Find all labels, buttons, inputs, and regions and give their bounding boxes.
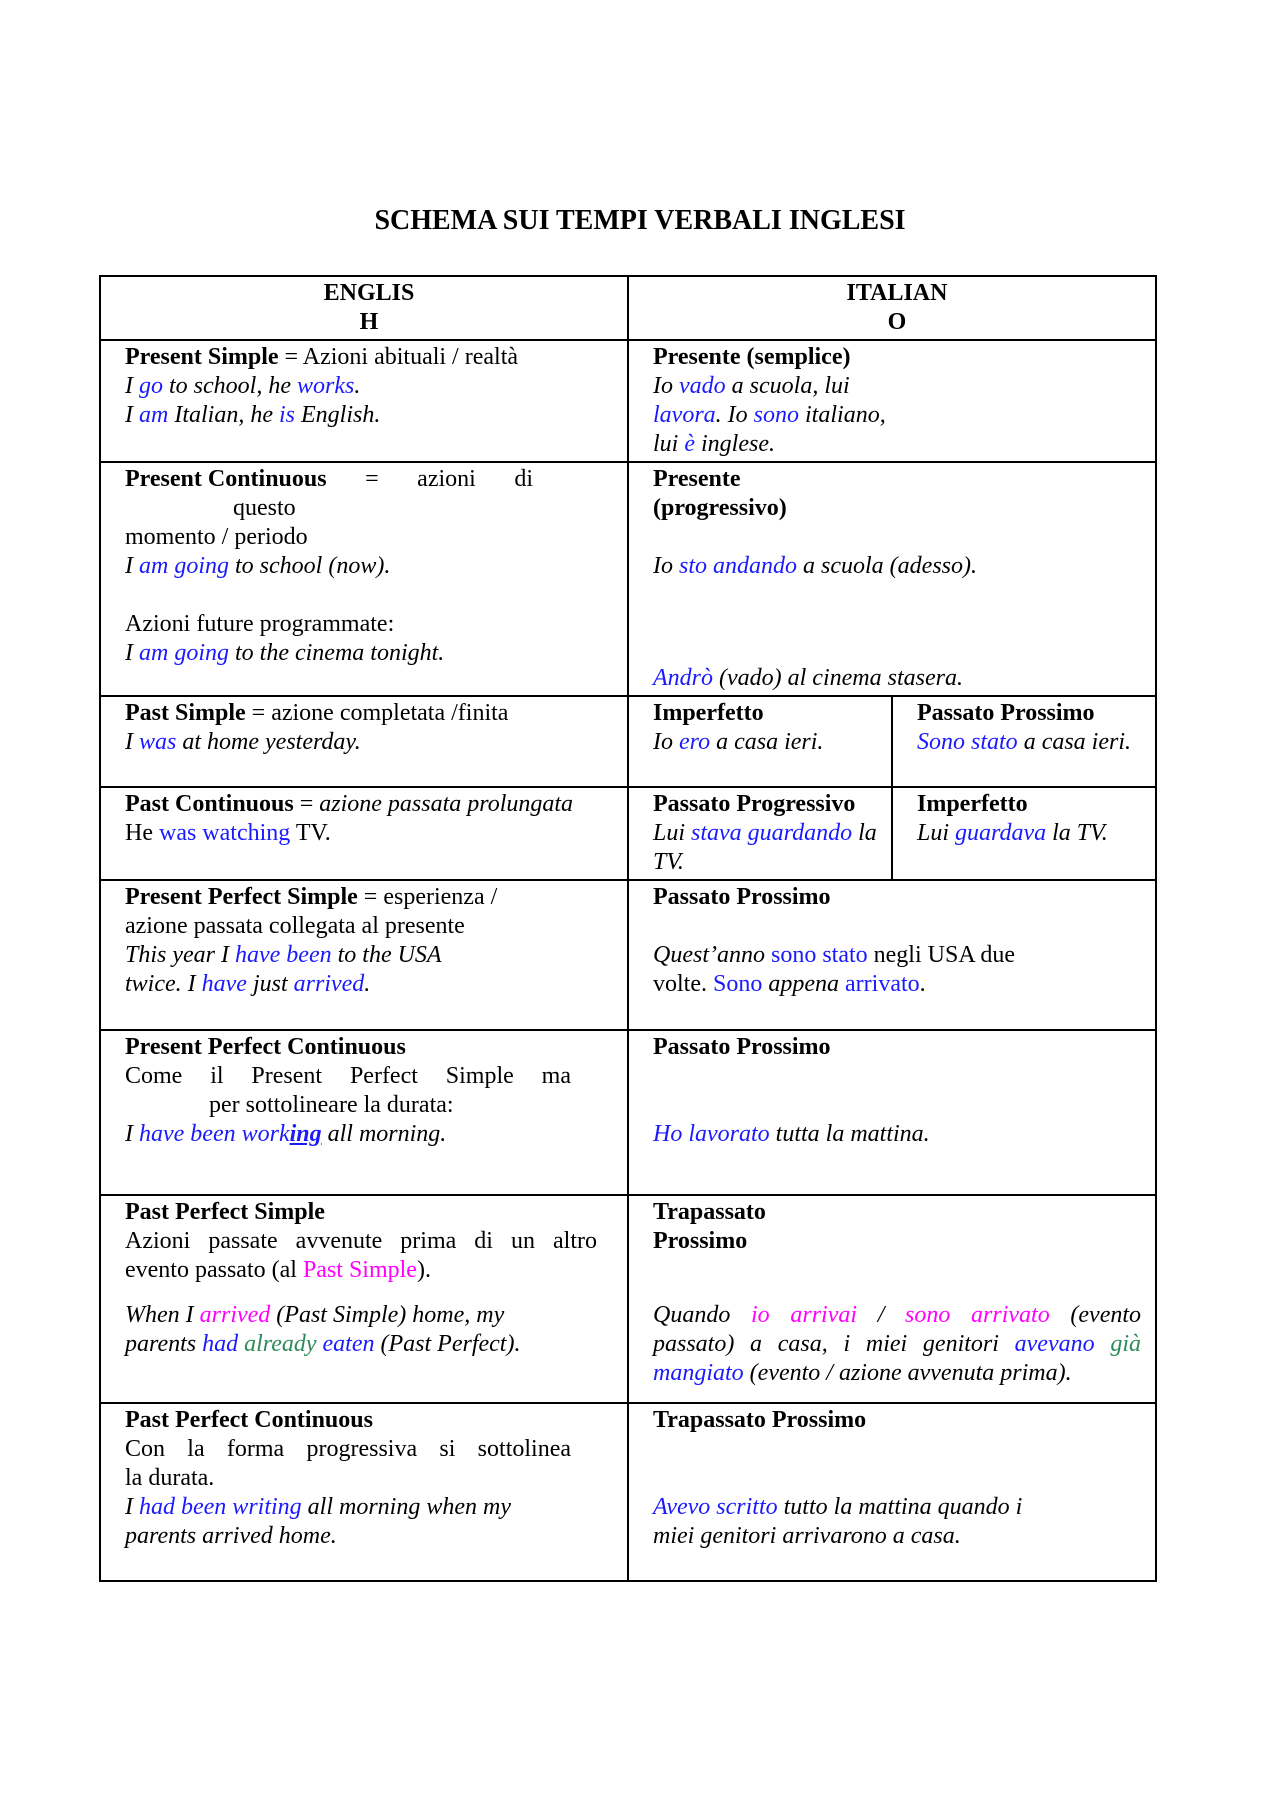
row-present-perfect-continuous [100, 1030, 1156, 1195]
header-english: ENGLIS H [100, 276, 628, 340]
cell-en: Present Simple = Azioni abituali / realtà I go to school, he works. I am Italian, he is English. [100, 340, 628, 462]
cell-it: Trapassato Prossimo Quando io arrivai / sono arrivato (evento passato) a casa, i miei genitori avevano già mangiato (evento / azione avvenuta prima). [628, 1195, 1156, 1403]
row-present-perfect-simple [100, 880, 1156, 1030]
cell-it: Passato Prossimo Quest’anno sono stato negli USA due volte. Sono appena arrivato. [628, 880, 1156, 1030]
cell-it: Trapassato Prossimo Avevo scritto tutto la mattina quando i miei genitori arrivarono a casa. [628, 1403, 1156, 1581]
cell-en: Past Perfect Simple Azioni passate avvenute prima di un altro evento passato (al Past Simple). When I arrived (Past Simple) home, my parents had already eaten (Past Perfect). [100, 1195, 628, 1403]
header-italian: ITALIAN O [628, 276, 1156, 340]
row-past-continuous [100, 787, 1156, 880]
cell-it-passato-progressivo: Passato Progressivo Lui stava guardando la TV. [628, 787, 892, 880]
row-past-perfect-continuous [100, 1403, 1156, 1581]
cell-en: Past Simple = azione completata /finita I was at home yesterday. [100, 696, 628, 787]
cell-en: Present Perfect Simple = esperienza / azione passata collegata al presente This year I have been to the USA twice. I have just arrived. [100, 880, 628, 1030]
row-present-simple [100, 340, 1156, 462]
verb-tense-table [99, 275, 1157, 1582]
cell-it-passato-prossimo: Passato Prossimo Sono stato a casa ieri. [892, 696, 1156, 787]
cell-it: Presente (semplice) Io vado a scuola, lui lavora. Io sono italiano, lui è inglese. [628, 340, 1156, 462]
cell-en: Present Perfect Continuous Come il Present Perfect Simple ma per sottolineare la durata: I have been working all morning. [100, 1030, 628, 1195]
row-past-simple [100, 696, 1156, 787]
page-title: SCHEMA SUI TEMPI VERBALI INGLESI [374, 205, 906, 236]
cell-it-imperfetto: Imperfetto Io ero a casa ieri. [628, 696, 892, 787]
cell-en: Past Perfect Continuous Con la forma progressiva si sottolinea la durata. I had been writing all morning when my parents arrived home. [100, 1403, 628, 1581]
cell-en: Present Continuous = azioni di questo momento / periodo I am going to school (now). Azioni future programmate: I am going to the cinema tonight. [100, 462, 628, 696]
row-present-continuous [100, 462, 1156, 696]
header-row [100, 276, 1156, 340]
cell-en: Past Continuous = azione passata prolungata He was watching TV. [100, 787, 628, 880]
cell-it-imperfetto: Imperfetto Lui guardava la TV. [892, 787, 1156, 880]
cell-it: Presente (progressivo) Io sto andando a scuola (adesso). Andrò (vado) al cinema stasera. [628, 462, 1156, 696]
row-past-perfect-simple [100, 1195, 1156, 1403]
cell-it: Passato Prossimo Ho lavorato tutta la mattina. [628, 1030, 1156, 1195]
